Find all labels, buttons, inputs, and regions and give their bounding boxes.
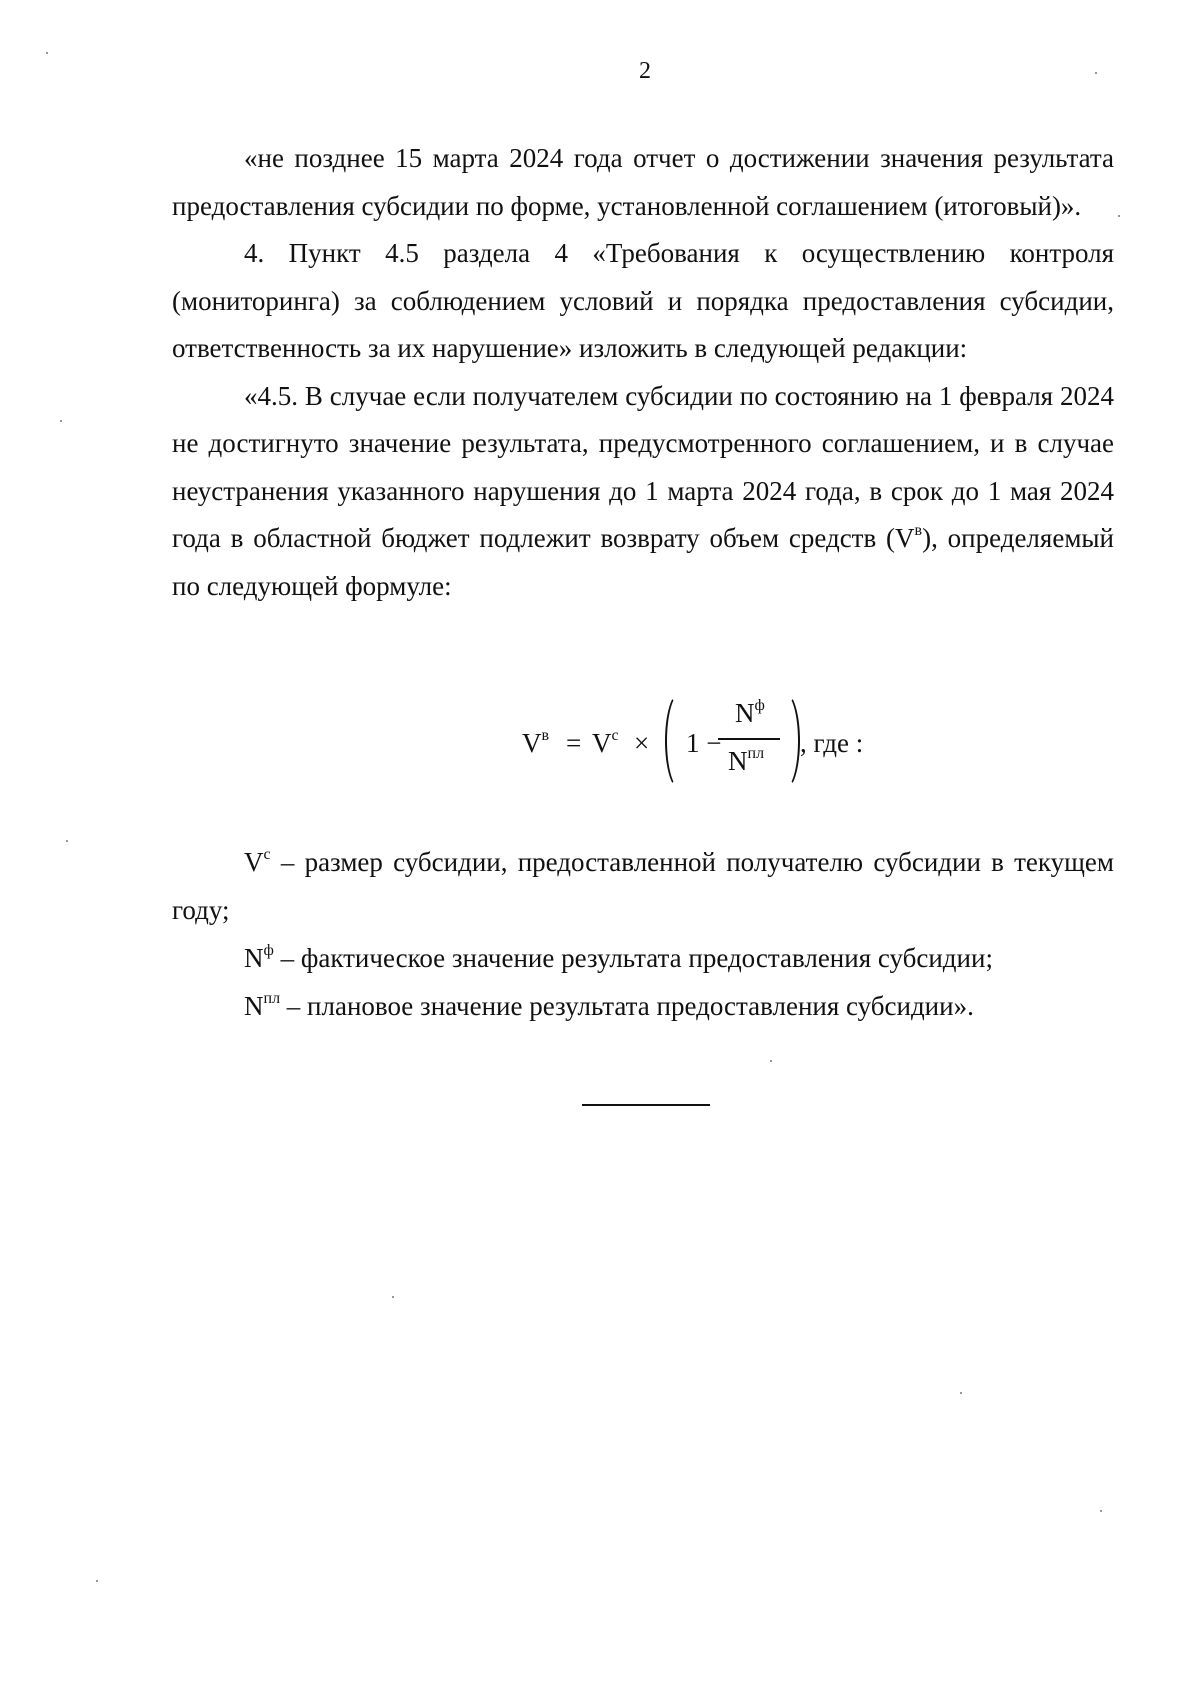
formula-fraction-line — [718, 738, 780, 740]
formula-equals: = — [566, 728, 582, 758]
clause-text: «4.5. В случае если получателем субсидии по состоянию на 1 февраля 2024 не достигнуто значение результата, предусмотренного соглашением, и в случае неустранения указанного нарушения до 1 марта 2024 года, в срок до 1 мая 2024 года в областной бюджет подлежит возврату объем средств (V — [172, 380, 1114, 553]
scan-speck — [392, 1296, 394, 1298]
formula-tail: , где : — [800, 728, 864, 758]
scan-speck — [1100, 1510, 1102, 1512]
scan-speck — [1095, 72, 1097, 74]
refund-formula — [0, 690, 1200, 790]
end-separator-line — [582, 1104, 710, 1106]
paragraph-clause-4-5 — [172, 373, 1114, 611]
scan-speck — [66, 840, 68, 842]
scan-speck — [46, 52, 48, 54]
body-text — [172, 135, 1114, 610]
formula-left-paren — [665, 692, 695, 790]
scan-speck — [60, 420, 62, 422]
formula-right-paren — [770, 692, 800, 790]
formula-times: × — [634, 728, 650, 758]
paragraph-item-4: 4. Пункт 4.5 раздела 4 «Требования к осуществлению контроля (мониторинга) за соблюдением условий и порядка предоставления субсидии, ответственность за их нарушение» изложить в следующей редакции: — [172, 238, 1114, 363]
formula-definitions — [172, 838, 1114, 1030]
formula-numerator: $N^ф$ — [735, 697, 765, 728]
scan-speck — [1118, 215, 1120, 217]
formula-denominator: $N^{пл}$ — [728, 745, 765, 776]
scan-speck — [960, 1392, 962, 1394]
formula-lhs: $V^в$ — [522, 727, 550, 758]
definition-nf: $N^ф$ – фактическое значение результата предоставления субсидии; — [244, 942, 993, 973]
definition-npl: $N^{пл}$ – плановое значение результата предоставления субсидии». — [244, 990, 974, 1021]
definition-vc: $V^с$ – размер субсидии, предоставленной получателю субсидии в текущем году; — [172, 846, 1114, 925]
clause-text-after: ), определяемый по следующей формуле: — [172, 523, 1114, 601]
page-number: 2 — [639, 58, 651, 84]
paragraph-report-deadline: «не позднее 15 марта 2024 года отчет о достижении значения результата предоставления субсидии по форме, установленной соглашением (итоговый)». — [172, 143, 1114, 221]
formula-one-minus: 1 − — [686, 728, 722, 758]
clause-sup: в — [914, 522, 923, 539]
formula-vc: $V^с$ — [592, 727, 619, 758]
scan-speck — [96, 1580, 98, 1582]
scan-speck — [770, 1060, 772, 1062]
